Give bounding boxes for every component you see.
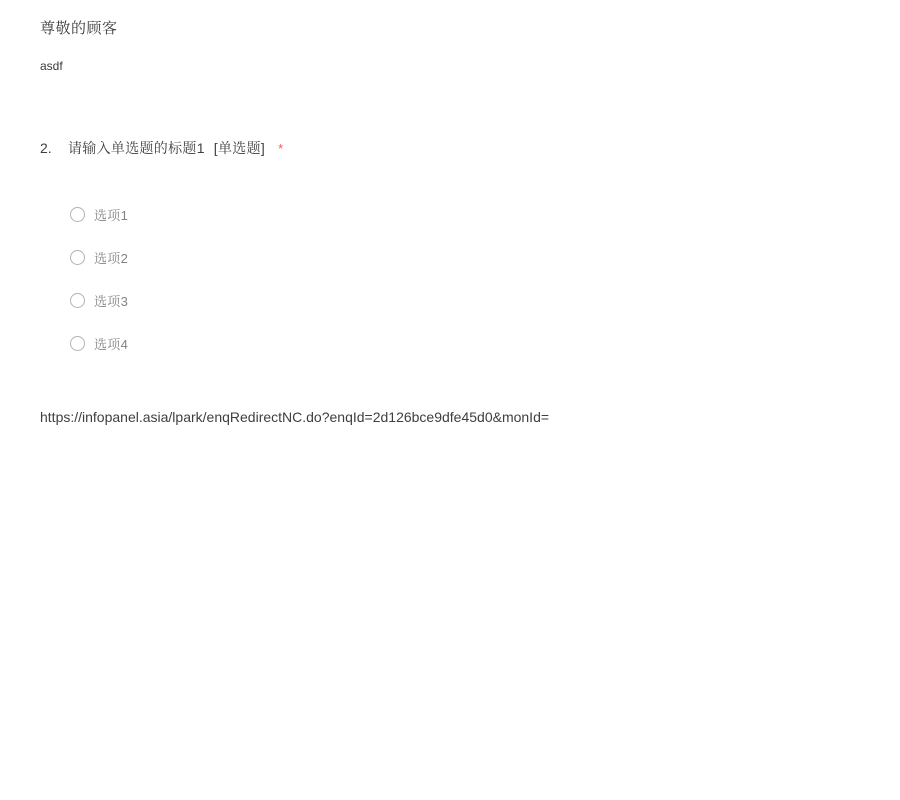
option-row-1[interactable]: [70, 206, 128, 223]
option-label: 选项1: [94, 208, 129, 223]
radio-button-icon[interactable]: [70, 207, 85, 222]
question-type-label: [单选题]: [213, 140, 266, 156]
option-row-4[interactable]: [70, 335, 128, 352]
option-label: 选项4: [94, 337, 129, 352]
option-list: [70, 206, 128, 378]
question-number: 2.: [40, 140, 52, 156]
radio-button-icon[interactable]: [70, 250, 85, 265]
question-header: [40, 138, 283, 158]
option-label: 选项2: [94, 251, 129, 266]
radio-button-icon[interactable]: [70, 293, 85, 308]
required-asterisk: *: [278, 141, 284, 156]
option-label: 选项3: [94, 294, 129, 309]
radio-button-icon[interactable]: [70, 336, 85, 351]
redirect-url-text: https://infopanel.asia/lpark/enqRedirectNC.do?enqId=2d126bce9dfe45d0&monId=: [40, 409, 550, 425]
description-text: asdf: [40, 59, 63, 73]
option-row-3[interactable]: [70, 292, 128, 309]
option-row-2[interactable]: [70, 249, 128, 266]
greeting-text: 尊敬的顾客: [40, 20, 118, 37]
question-title: 请输入单选题的标题1: [68, 140, 205, 156]
